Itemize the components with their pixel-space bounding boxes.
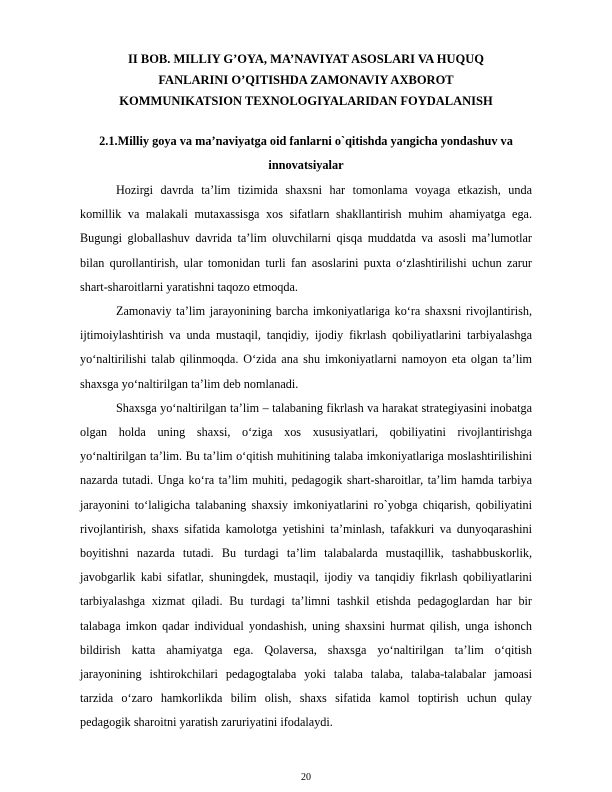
chapter-heading-line-2: FANLARINI O’QITISHDA ZAMONAVIY AXBOROT bbox=[158, 73, 454, 87]
body-text bbox=[80, 178, 532, 735]
chapter-heading-line-3: KOMMUNIKATSION TEXNOLOGIYALARIDAN FOYDALANISH bbox=[119, 94, 493, 108]
section-heading-line-2: innovatsiyalar bbox=[268, 158, 344, 172]
section-heading-line-1: 2.1.Milliy goya va ma’naviyatga oid fanlarni o`qitishda yangicha yondashuv va bbox=[99, 134, 513, 148]
chapter-heading-line-1: II BOB. MILLIY G’OYA, MA’NAVIYAT ASOSLARI VA HUQUQ bbox=[128, 52, 484, 66]
section-heading bbox=[80, 129, 532, 177]
paragraph: Hozirgi davrda ta’lim tizimida shaxsni har tomonlama voyaga etkazish, unda komillik va malakali mutaxassisga xos sifatlarn shakllantirish muhim ahamiyatga ega. Bugungi globallashuv davrida ta’lim oluvchilarni qisqa muddatda va asosli ma’lumotlar bilan qurollantirish, ular tomonidan turli fan asoslarini puxta o‘zlashtirilishi uchun zarur shart-sharoitlarni yaratishni taqozo etmoqda. bbox=[80, 183, 532, 294]
page-number: 20 bbox=[301, 772, 311, 783]
paragraph: Shaxsga yo‘naltirilgan ta’lim – talabaning fikrlash va harakat strategiyasini inobatga olgan holda uning shaxsi, o‘ziga xos xususiyatlari, qobiliyatini rivojlantirishga yo‘naltirilgan ta’lim. Bu ta’lim o‘qitish muhitining talaba imkoniyatlariga moslashtirilishini nazarda tutadi. Unga ko‘ra ta’lim muhiti, pedagogik shart-sharoitlar, ta’lim hamda tarbiya jarayonini to‘laligicha talabaning shaxsiy imkoniyatlarini ro`yobga chiqarish, qobiliyatini rivojlantirish, shaxs sifatida kamolotga yetishini ta’minlash, tafakkuri va dunyoqarashini boyitishni nazarda tutadi. Bu turdagi ta’lim talabalarda mustaqillik, tashabbuskorlik, javobgarlik kabi sifatlar, shuningdek, mustaqil, ijodiy va tanqidiy fikrlash qobiliyatlarini tarbiyalashga xizmat qiladi. Bu turdagi ta’limni tashkil etishda pedagoglardan har bir talabaga imkon qadar individual yondashish, uning shaxsini hurmat qilish, unga ishonch bildirish katta ahamiyatga ega. Qolaversa, shaxsga yo‘naltirilgan ta’lim o‘qitish jarayonining ishtirokchilari pedagogtalaba yoki talaba talaba, talaba-talabalar jamoasi tarzida o‘zaro hamkorlikda bilim olish, shaxs sifatida kamol toptirish uchun qulay pedagogik sharoitni yaratish zaruriyatini ifodalaydi. bbox=[80, 400, 532, 730]
chapter-heading bbox=[80, 49, 532, 112]
paragraph: Zamonaviy ta’lim jarayonining barcha imkoniyatlariga ko‘ra shaxsni rivojlantirish, ijtimoiylashtirish va unda mustaqil, tanqidiy, ijodiy fikrlash qobiliyatlarini tarbiyalashga yo‘naltirilishi talab qilinmoqda. O‘zida ana shu imkoniyatlarni namoyon eta olgan ta’lim shaxsga yo‘naltirilgan ta’lim deb nomlanadi. bbox=[80, 304, 532, 391]
